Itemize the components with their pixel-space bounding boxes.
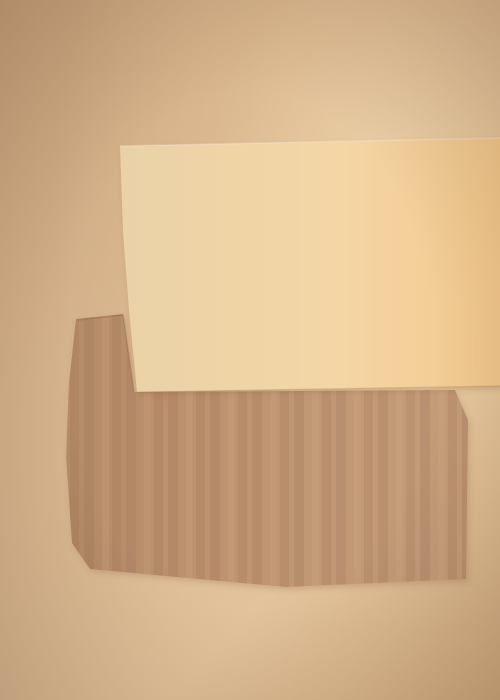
upper-light-paper (120, 138, 500, 392)
